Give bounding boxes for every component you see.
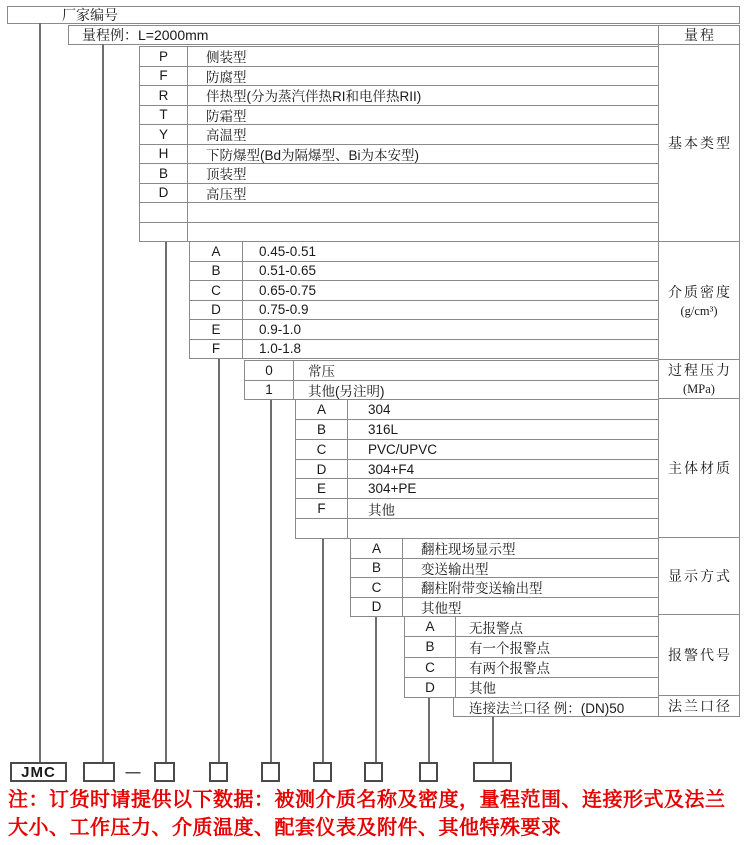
label-basic-type: 基本类型 — [659, 45, 739, 242]
ordering-note — [8, 786, 748, 842]
category-label-column — [658, 25, 740, 717]
connector-line-density — [218, 359, 220, 762]
code-box-material — [313, 762, 332, 782]
code-box-basic-type — [154, 762, 175, 782]
range-example-text: 量程例：L=2000mm — [82, 27, 209, 43]
table-row: D 其他 — [405, 678, 658, 698]
material-table — [295, 400, 658, 539]
table-row: C PVC/UPVC — [296, 440, 658, 460]
table-row: A 0.45-0.51 — [190, 242, 658, 262]
table-row: C 有两个报警点 — [405, 658, 658, 678]
table-row: F 防腐型 — [140, 67, 658, 87]
code-box-display — [364, 762, 383, 782]
code-box-density — [209, 762, 228, 782]
table-row-empty — [296, 519, 658, 539]
table-row-empty — [140, 223, 658, 243]
flange-size-row: 连接法兰口径 例：(DN)50 — [453, 698, 658, 717]
table-row: B 顶装型 — [140, 164, 658, 184]
label-density: 介质密度 (g/cm³) — [659, 242, 739, 359]
label-material: 主体材质 — [659, 399, 739, 537]
table-row: D 其他型 — [351, 598, 658, 618]
table-row: 0 常压 — [245, 361, 658, 381]
connector-line-display — [375, 617, 377, 762]
table-row: T 防霜型 — [140, 106, 658, 126]
table-row: B 有一个报警点 — [405, 637, 658, 657]
manufacturer-number-label: 厂家编号 — [62, 7, 118, 23]
connector-line-basic-type — [165, 242, 167, 762]
table-row: A 无报警点 — [405, 617, 658, 637]
table-row: P 侧装型 — [140, 47, 658, 67]
ordering-note-line2: 大小、工作压力、介质温度、配套仪表及附件、其他特殊要求 — [8, 817, 562, 839]
table-row: F 其他 — [296, 499, 658, 519]
table-row: B 316L — [296, 420, 658, 440]
code-box-alarm — [419, 762, 438, 782]
table-row: C 0.65-0.75 — [190, 281, 658, 301]
label-alarm: 报警代号 — [659, 615, 739, 696]
connector-line-material — [322, 539, 324, 762]
code-separator-dash: — — [125, 763, 141, 781]
code-box-pressure — [261, 762, 280, 782]
table-row: 1 其他(另注明) — [245, 381, 658, 401]
table-row: E 0.9-1.0 — [190, 320, 658, 340]
table-row: B 0.51-0.65 — [190, 262, 658, 282]
table-row: D 高压型 — [140, 184, 658, 204]
density-table — [189, 242, 658, 359]
alarm-code-table — [404, 617, 658, 698]
connector-line-manufacturer — [39, 23, 41, 762]
table-row: A 304 — [296, 400, 658, 420]
code-box-range — [83, 762, 115, 782]
table-row: A 翻柱现场显示型 — [351, 539, 658, 559]
table-row: R 伴热型(分为蒸汽伴热RI和电伴热RII) — [140, 86, 658, 106]
connector-line-pressure — [270, 400, 272, 762]
table-row: B 变送输出型 — [351, 559, 658, 579]
connector-line-alarm — [428, 698, 430, 762]
label-display: 显示方式 — [659, 538, 739, 616]
connector-line-range — [102, 44, 104, 762]
pressure-table — [244, 360, 658, 400]
table-row: D 0.75-0.9 — [190, 301, 658, 321]
code-box-flange — [473, 762, 512, 782]
table-row: D 304+F4 — [296, 460, 658, 480]
label-range: 量程 — [659, 26, 739, 45]
table-row: F 1.0-1.8 — [190, 340, 658, 360]
display-mode-table — [350, 539, 658, 617]
table-row: Y 高温型 — [140, 125, 658, 145]
ordering-note-line1: 注：订货时请提供以下数据：被测介质名称及密度，量程范围、连接形式及法兰 — [8, 789, 726, 811]
label-flange: 法兰口径 — [668, 699, 732, 715]
model-prefix-box: JMC — [10, 762, 67, 782]
label-pressure: 过程压力 (MPa) — [659, 360, 739, 400]
table-row: H 下防爆型(Bd为隔爆型、Bi为本安型) — [140, 145, 658, 165]
table-row-empty — [140, 203, 658, 223]
manufacturer-number-box — [7, 6, 740, 24]
connector-line-flange — [492, 717, 494, 762]
table-row: E 304+PE — [296, 479, 658, 499]
table-row: C 翻柱附带变送输出型 — [351, 578, 658, 598]
basic-type-table — [139, 46, 658, 242]
range-example-box — [68, 25, 658, 45]
